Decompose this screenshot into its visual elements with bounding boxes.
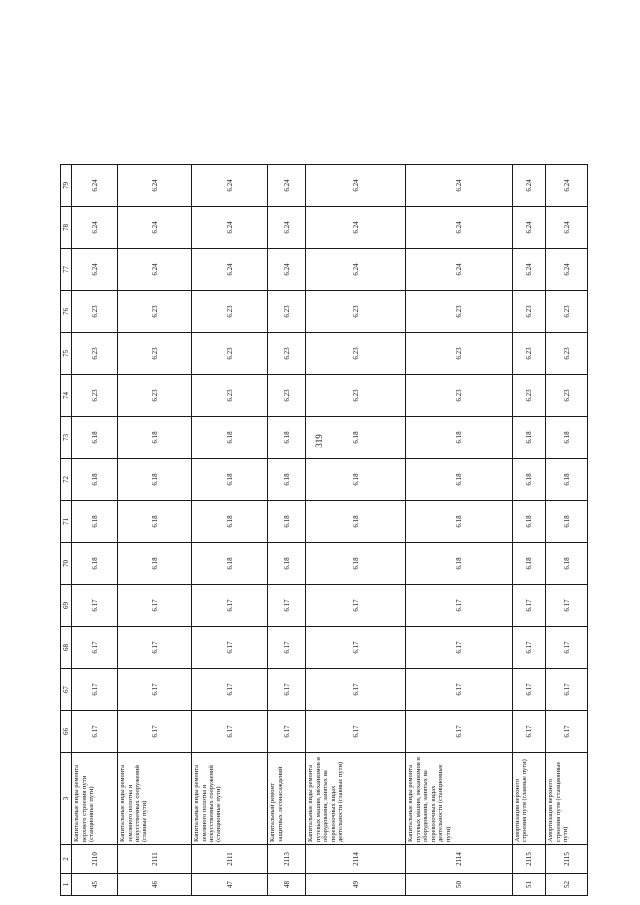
row-number-cell: 47 [192, 874, 268, 896]
value-cell: 6.23 [268, 333, 306, 375]
column-header: 75 [61, 333, 72, 375]
value-cell: 6.17 [306, 669, 406, 711]
value-cell: 6.18 [306, 417, 406, 459]
name-cell: Капитальные виды ремонта земляного полотна и искусственных сооружений (главные пути) [118, 753, 192, 845]
table-row [512, 165, 546, 896]
value-cell: 6.18 [72, 459, 118, 501]
column-header: 76 [61, 291, 72, 333]
code-cell: 2111 [192, 845, 268, 874]
value-cell: 6.17 [406, 585, 513, 627]
value-cell: 6.18 [546, 543, 588, 585]
value-cell: 6.17 [192, 711, 268, 753]
data-table [60, 164, 588, 896]
value-cell: 6.17 [118, 711, 192, 753]
value-cell: 6.24 [546, 207, 588, 249]
value-cell: 6.17 [512, 585, 546, 627]
column-header: 71 [61, 501, 72, 543]
value-cell: 6.23 [192, 291, 268, 333]
value-cell: 6.24 [192, 207, 268, 249]
value-cell: 6.17 [72, 585, 118, 627]
table-body [72, 165, 588, 896]
column-header: 67 [61, 669, 72, 711]
value-cell: 6.23 [192, 333, 268, 375]
value-cell: 6.23 [192, 375, 268, 417]
value-cell: 6.23 [512, 333, 546, 375]
header-row [61, 165, 72, 896]
value-cell: 6.18 [268, 459, 306, 501]
value-cell: 6.18 [268, 501, 306, 543]
code-cell: 2113 [268, 845, 306, 874]
value-cell: 6.17 [72, 669, 118, 711]
name-cell: Капитальные виды ремонта земляного полотна и искусственных сооружений (станционные пути) [192, 753, 268, 845]
column-header: 72 [61, 459, 72, 501]
value-cell: 6.23 [512, 291, 546, 333]
value-cell: 6.17 [268, 627, 306, 669]
value-cell: 6.18 [268, 417, 306, 459]
value-cell: 6.18 [306, 501, 406, 543]
value-cell: 6.23 [72, 375, 118, 417]
value-cell: 6.17 [406, 627, 513, 669]
column-header: 78 [61, 207, 72, 249]
value-cell: 6.23 [306, 375, 406, 417]
code-cell: 2110 [72, 845, 118, 874]
value-cell: 6.23 [118, 375, 192, 417]
value-cell: 6.18 [512, 459, 546, 501]
code-cell: 2111 [118, 845, 192, 874]
value-cell: 6.18 [406, 543, 513, 585]
value-cell: 6.17 [72, 711, 118, 753]
table-row [72, 165, 118, 896]
value-cell: 6.24 [118, 165, 192, 207]
column-header: 69 [61, 585, 72, 627]
value-cell: 6.17 [546, 585, 588, 627]
value-cell: 6.17 [72, 627, 118, 669]
value-cell: 6.24 [72, 165, 118, 207]
column-header: 74 [61, 375, 72, 417]
value-cell: 6.18 [192, 459, 268, 501]
value-cell: 6.18 [268, 543, 306, 585]
value-cell: 6.24 [546, 249, 588, 291]
value-cell: 6.24 [268, 207, 306, 249]
value-cell: 6.23 [118, 333, 192, 375]
table-row [546, 165, 588, 896]
row-number-cell: 49 [306, 874, 406, 896]
code-cell: 2114 [306, 845, 406, 874]
value-cell: 6.24 [306, 207, 406, 249]
value-cell: 6.17 [192, 669, 268, 711]
value-cell: 6.17 [306, 585, 406, 627]
column-header: 1 [61, 874, 72, 896]
value-cell: 6.18 [118, 459, 192, 501]
value-cell: 6.18 [192, 543, 268, 585]
value-cell: 6.24 [118, 249, 192, 291]
value-cell: 6.17 [192, 627, 268, 669]
value-cell: 6.23 [118, 291, 192, 333]
value-cell: 6.17 [118, 627, 192, 669]
value-cell: 6.18 [192, 417, 268, 459]
table-row [406, 165, 513, 896]
value-cell: 6.18 [72, 501, 118, 543]
value-cell: 6.24 [72, 249, 118, 291]
value-cell: 6.17 [268, 585, 306, 627]
column-header: 66 [61, 711, 72, 753]
value-cell: 6.18 [546, 417, 588, 459]
value-cell: 6.24 [512, 165, 546, 207]
value-cell: 6.24 [546, 165, 588, 207]
value-cell: 6.18 [118, 417, 192, 459]
value-cell: 6.24 [118, 207, 192, 249]
value-cell: 6.23 [268, 375, 306, 417]
value-cell: 6.24 [268, 249, 306, 291]
value-cell: 6.17 [192, 585, 268, 627]
value-cell: 6.24 [72, 207, 118, 249]
value-cell: 6.23 [306, 333, 406, 375]
value-cell: 6.17 [546, 711, 588, 753]
value-cell: 6.17 [268, 711, 306, 753]
value-cell: 6.23 [406, 333, 513, 375]
value-cell: 6.17 [512, 627, 546, 669]
page-number: 319 [313, 434, 324, 448]
value-cell: 6.23 [546, 375, 588, 417]
value-cell: 6.17 [546, 627, 588, 669]
value-cell: 6.23 [546, 333, 588, 375]
value-cell: 6.17 [512, 669, 546, 711]
column-header: 3 [61, 753, 72, 845]
table-row [192, 165, 268, 896]
column-header: 70 [61, 543, 72, 585]
value-cell: 6.23 [406, 291, 513, 333]
value-cell: 6.18 [546, 501, 588, 543]
table-row [306, 165, 406, 896]
value-cell: 6.17 [406, 711, 513, 753]
value-cell: 6.24 [306, 165, 406, 207]
name-cell: Капитальные виды ремонта верхнего строения пути (станционные пути) [72, 753, 118, 845]
value-cell: 6.23 [72, 333, 118, 375]
row-number-cell: 45 [72, 874, 118, 896]
value-cell: 6.24 [512, 207, 546, 249]
value-cell: 6.18 [546, 459, 588, 501]
column-header: 77 [61, 249, 72, 291]
name-cell: Капитальный ремонт защитных лесонасаждений [268, 753, 306, 845]
value-cell: 6.18 [306, 543, 406, 585]
value-cell: 6.17 [118, 669, 192, 711]
value-cell: 6.18 [512, 543, 546, 585]
value-cell: 6.18 [306, 459, 406, 501]
name-cell: Капитальные виды ремонта путевых машин, механизмов и оборудования, занятых на перевозочных видах деятельности (станционные пути) [406, 753, 513, 845]
row-number-cell: 50 [406, 874, 513, 896]
table-row [118, 165, 192, 896]
value-cell: 6.17 [406, 669, 513, 711]
value-cell: 6.17 [268, 669, 306, 711]
data-table-container [60, 165, 588, 896]
value-cell: 6.24 [192, 165, 268, 207]
value-cell: 6.18 [72, 417, 118, 459]
value-cell: 6.17 [512, 711, 546, 753]
code-cell: 2115 [512, 845, 546, 874]
name-cell: Амортизация верхнего строения пути (главные пути) [512, 753, 546, 845]
value-cell: 6.24 [192, 249, 268, 291]
value-cell: 6.18 [118, 501, 192, 543]
value-cell: 6.18 [406, 501, 513, 543]
value-cell: 6.18 [512, 417, 546, 459]
value-cell: 6.24 [306, 249, 406, 291]
row-number-cell: 48 [268, 874, 306, 896]
value-cell: 6.18 [118, 543, 192, 585]
table-row [268, 165, 306, 896]
value-cell: 6.23 [512, 375, 546, 417]
value-cell: 6.23 [72, 291, 118, 333]
name-cell: Амортизация верхнего строения пути (станционные пути) [546, 753, 588, 845]
value-cell: 6.23 [546, 291, 588, 333]
name-cell: Капитальные виды ремонта путевых машин, механизмов и оборудования, занятых на перевозочных видах деятельности (главные пути) [306, 753, 406, 845]
row-number-cell: 46 [118, 874, 192, 896]
value-cell: 6.24 [512, 249, 546, 291]
value-cell: 6.18 [192, 501, 268, 543]
value-cell: 6.23 [306, 291, 406, 333]
row-number-cell: 52 [546, 874, 588, 896]
column-header: 68 [61, 627, 72, 669]
value-cell: 6.24 [406, 165, 513, 207]
value-cell: 6.17 [546, 669, 588, 711]
value-cell: 6.17 [118, 585, 192, 627]
value-cell: 6.18 [406, 459, 513, 501]
value-cell: 6.23 [268, 291, 306, 333]
code-cell: 2115 [546, 845, 588, 874]
column-header: 73 [61, 417, 72, 459]
column-header: 79 [61, 165, 72, 207]
value-cell: 6.23 [406, 375, 513, 417]
value-cell: 6.17 [306, 627, 406, 669]
value-cell: 6.24 [268, 165, 306, 207]
value-cell: 6.18 [72, 543, 118, 585]
value-cell: 6.18 [406, 417, 513, 459]
column-header: 2 [61, 845, 72, 874]
value-cell: 6.17 [306, 711, 406, 753]
value-cell: 6.18 [512, 501, 546, 543]
code-cell: 2114 [406, 845, 513, 874]
value-cell: 6.24 [406, 207, 513, 249]
value-cell: 6.24 [406, 249, 513, 291]
row-number-cell: 51 [512, 874, 546, 896]
